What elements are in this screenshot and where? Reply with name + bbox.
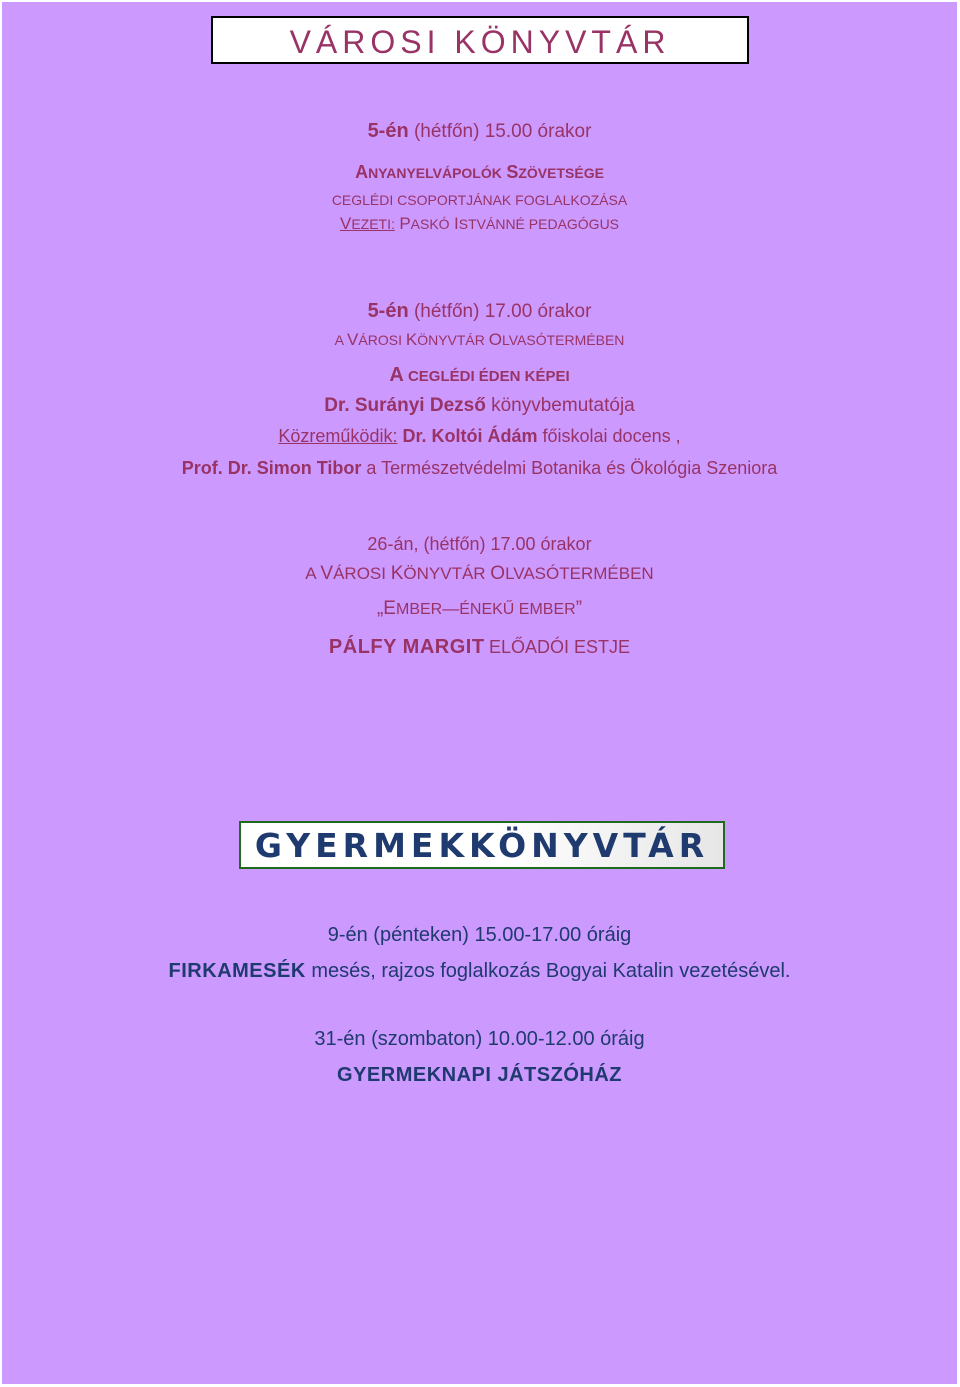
loc-k-rest: ÖNYVTÁR [417, 332, 489, 348]
event3-show-title [2, 598, 957, 620]
performer-suffix: ELŐADÓI ESTJE [489, 637, 631, 657]
event2-date-day: 5-én [367, 300, 409, 322]
children-event2-date: 31-én (szombaton) 10.00-12.00 óráig [314, 1028, 645, 1050]
loc-o: O [488, 330, 503, 349]
event3-performer [2, 636, 957, 659]
city-library-title: VÁROSI KÖNYVTÁR [211, 16, 749, 64]
loc-v-rest: ÁROSI [358, 332, 406, 348]
children-event2-program: GYERMEKNAPI JÁTSZÓHÁZ [337, 1064, 622, 1086]
book-title-rest: CEGLÉDI ÉDEN KÉPEI [403, 368, 570, 385]
author-name: Dr. Surányi Dezső [324, 395, 486, 416]
contrib2-name: Prof. Dr. Simon Tibor [181, 458, 362, 478]
program-name: FIRKAMESÉK [168, 960, 306, 982]
leader-label: EZETI: [351, 216, 395, 232]
loc3-k-rest: ÖNYVTÁR [403, 564, 491, 583]
show-quote-open: „ [376, 598, 384, 619]
show-word-1: MBER [395, 601, 443, 618]
loc3-o: O [490, 563, 506, 584]
page [2, 2, 957, 1384]
show-word-2: ÉNEKŰ EMBER [459, 601, 576, 618]
org-initial-a: A [355, 162, 369, 182]
loc3-a: A [305, 564, 321, 583]
loc3-v-rest: ÁROSI [333, 564, 391, 583]
show-dash: — [442, 599, 460, 618]
event2-contributor2 [2, 458, 957, 479]
event1-organization [2, 162, 957, 183]
org-word-2: ZÖVETSÉGE [518, 165, 604, 181]
children-event1-date: 9-én (pénteken) 15.00-17.00 óráig [327, 924, 632, 946]
event2-date-time: (hétfőn) 17.00 órakor [413, 301, 592, 322]
leader-initial-i: I [454, 214, 459, 233]
loc3-v: V [320, 563, 334, 584]
loc-v: V [347, 330, 359, 349]
event3-date: 26-án, (hétfőn) 17.00 órakor [367, 534, 592, 554]
contrib2-title: a Természetvédelmi Botanika és Ökológia Szeniora [366, 458, 778, 478]
book-title-initial: A [389, 364, 404, 386]
event2-date [2, 300, 957, 323]
loc-k: K [405, 330, 418, 349]
leader-label-initial: V [339, 214, 352, 233]
org-word-1: NYANYELVÁPOLÓK [368, 165, 502, 181]
contrib1-name: Dr. Koltói Ádám [402, 426, 538, 446]
show-initial: E [383, 598, 396, 619]
event2-location [2, 330, 957, 350]
author-suffix: könyvbemutatója [491, 395, 635, 416]
loc3-o-rest: LVASÓTERMÉBEN [505, 564, 654, 583]
leader-name-1: ASKÓ [410, 216, 450, 232]
event1-leader [2, 214, 957, 234]
children-event1-program [2, 960, 957, 983]
event1-date-day: 5-én [367, 120, 409, 142]
contrib-label: Közreműködik: [278, 426, 398, 446]
show-quote-close: ” [575, 598, 583, 619]
org-initial-s: S [506, 162, 519, 182]
event2-contributors [2, 426, 957, 447]
leader-initial-p: P [399, 214, 411, 233]
children-library-title: GYERMEKKÖNYVTÁR [239, 821, 725, 869]
event1-subtitle: CEGLÉDI CSOPORTJÁNAK FOGLALKOZÁSA [331, 192, 628, 208]
event2-book-title [2, 364, 957, 387]
loc3-k: K [390, 563, 404, 584]
leader-name-2: STVÁNNÉ PEDAGÓGUS [458, 216, 620, 232]
event2-author [2, 395, 957, 417]
program-description: mesés, rajzos foglalkozás Bogyai Katalin vezetésével. [311, 960, 791, 982]
contrib1-title: főiskolai docens , [542, 426, 681, 446]
event3-location [2, 563, 957, 585]
event1-date-time: (hétfőn) 15.00 órakor [413, 121, 592, 142]
event1-date [2, 120, 957, 143]
loc-o-rest: LVASÓTERMÉBEN [502, 332, 625, 348]
loc-a: A [334, 332, 348, 348]
performer-name: PÁLFY MARGIT [328, 636, 485, 658]
